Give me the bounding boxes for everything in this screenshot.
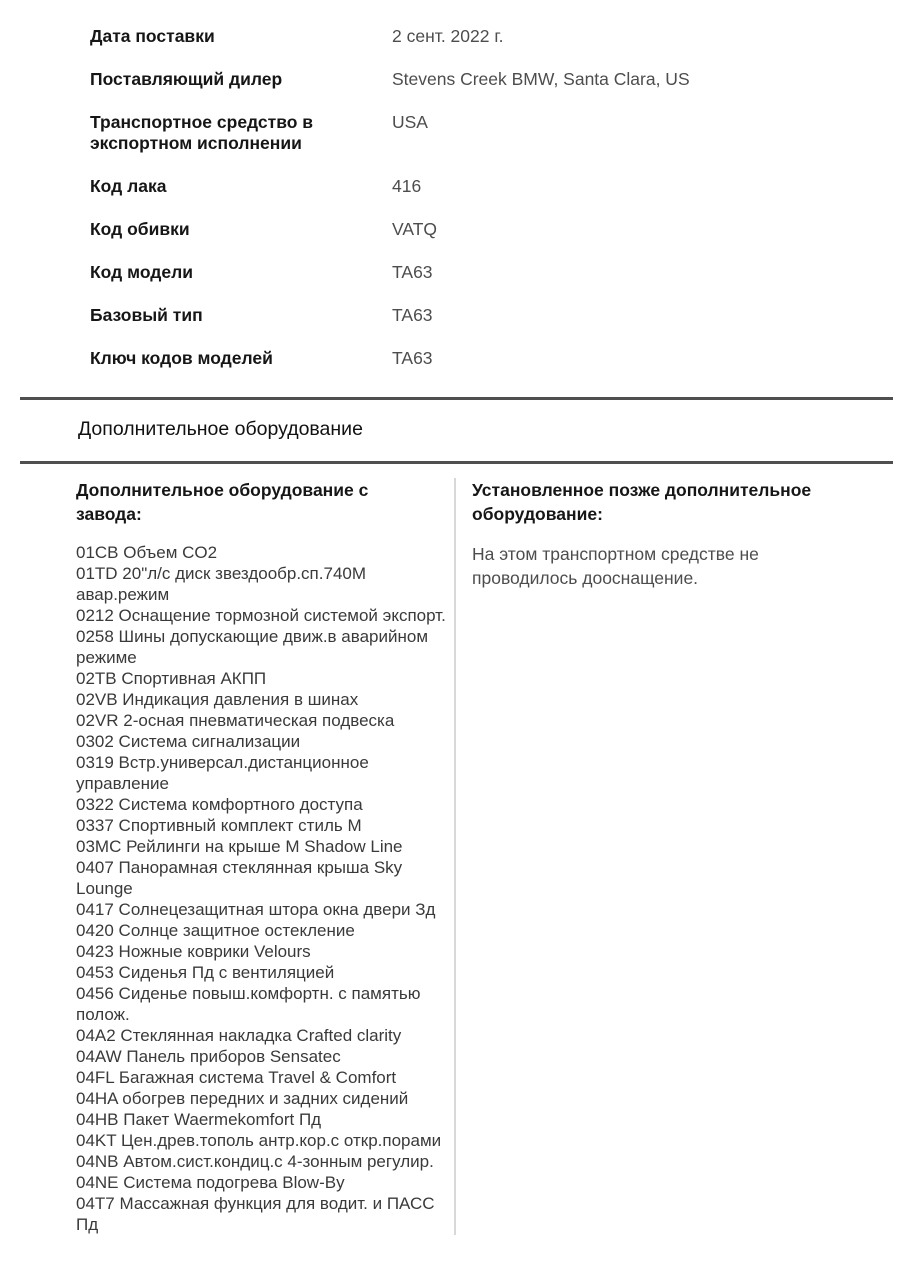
section-title: Дополнительное оборудование — [78, 418, 363, 440]
option-item: 03MC Рейлинги на крыше M Shadow Line — [76, 837, 403, 856]
spec-label: Поставляющий дилер — [90, 69, 283, 89]
option-item: 04AW Панель приборов Sensatec — [76, 1047, 341, 1066]
option-item: 0420 Солнце защитное остекление — [76, 921, 355, 940]
option-item: 04T7 Массажная функция для водит. и ПАСС Пд — [76, 1194, 435, 1234]
horizontal-rule-bottom — [20, 461, 893, 464]
vehicle-data-sheet — [0, 26, 918, 1280]
spec-value: TA63 — [392, 305, 433, 325]
spec-label: Транспортное средство в экспортном исполнении — [90, 112, 314, 153]
spec-value: Stevens Creek BMW, Santa Clara, US — [392, 69, 690, 89]
option-item: 0302 Система сигнализации — [76, 732, 301, 751]
horizontal-rule-top — [20, 397, 893, 400]
spec-label: Дата поставки — [90, 26, 215, 46]
option-item: 01CB Объем CO2 — [76, 543, 218, 562]
option-item: 04A2 Стеклянная накладка Crafted clarity — [76, 1026, 402, 1045]
spec-label: Базовый тип — [90, 305, 203, 325]
retrofit-options-column — [456, 478, 890, 1235]
spec-value: USA — [392, 112, 428, 132]
option-item: 04HB Пакет Waermekomfort Пд — [76, 1110, 322, 1129]
option-item: 0258 Шины допускающие движ.в аварийном режиме — [76, 627, 429, 667]
option-item: 01TD 20"л/с диск звездообр.сп.740M авар.режим — [76, 564, 367, 604]
option-item: 0322 Система комфортного доступа — [76, 795, 363, 814]
option-item: 04HA обогрев передних и задних сидений — [76, 1089, 409, 1108]
option-item: 02VB Индикация давления в шинах — [76, 690, 359, 709]
equipment-columns — [76, 478, 890, 1235]
spec-label: Код лака — [90, 176, 167, 196]
spec-value: TA63 — [392, 262, 433, 282]
option-item: 04KT Цен.древ.тополь антр.кор.с откр.порами — [76, 1131, 442, 1150]
option-item: 0337 Спортивный комплект стиль M — [76, 816, 362, 835]
option-item: 02TB Спортивная АКПП — [76, 669, 267, 688]
option-item: 0407 Панорамная стеклянная крыша Sky Lounge — [76, 858, 403, 898]
option-item: 0456 Сиденье повыш.комфортн. с памятью полож. — [76, 984, 421, 1024]
retrofit-options-heading: Установленное позже дополнительное оборудование: — [472, 480, 812, 524]
spec-label: Ключ кодов моделей — [90, 348, 273, 368]
option-item: 0423 Ножные коврики Velours — [76, 942, 311, 961]
option-item: 0417 Солнецезащитная штора окна двери Зд — [76, 900, 436, 919]
spec-value: TA63 — [392, 348, 433, 368]
retrofit-options-body: На этом транспортном средстве не проводилось дооснащение. — [472, 544, 759, 588]
option-item: 04NB Автом.сист.кондиц.с 4-зонным регулир. — [76, 1152, 434, 1171]
spec-label: Код модели — [90, 262, 194, 282]
factory-options-column — [76, 478, 454, 1235]
spec-label: Код обивки — [90, 219, 190, 239]
option-item: 04FL Багажная система Travel & Comfort — [76, 1068, 397, 1087]
option-item: 02VR 2-осная пневматическая подвеска — [76, 711, 395, 730]
factory-options-list — [76, 542, 454, 1235]
spec-value: 416 — [392, 176, 422, 196]
option-item: 0453 Сиденья Пд с вентиляцией — [76, 963, 335, 982]
factory-options-heading: Дополнительное оборудование с завода: — [76, 480, 369, 524]
vehicle-details-table — [90, 26, 890, 369]
spec-value: VATQ — [392, 219, 438, 239]
option-item: 0319 Встр.универсал.дистанционное управление — [76, 753, 369, 793]
option-item: 04NE Система подогрева Blow-By — [76, 1173, 345, 1192]
option-item: 0212 Оснащение тормозной системой экспорт. — [76, 606, 446, 625]
spec-value: 2 сент. 2022 г. — [392, 26, 504, 46]
